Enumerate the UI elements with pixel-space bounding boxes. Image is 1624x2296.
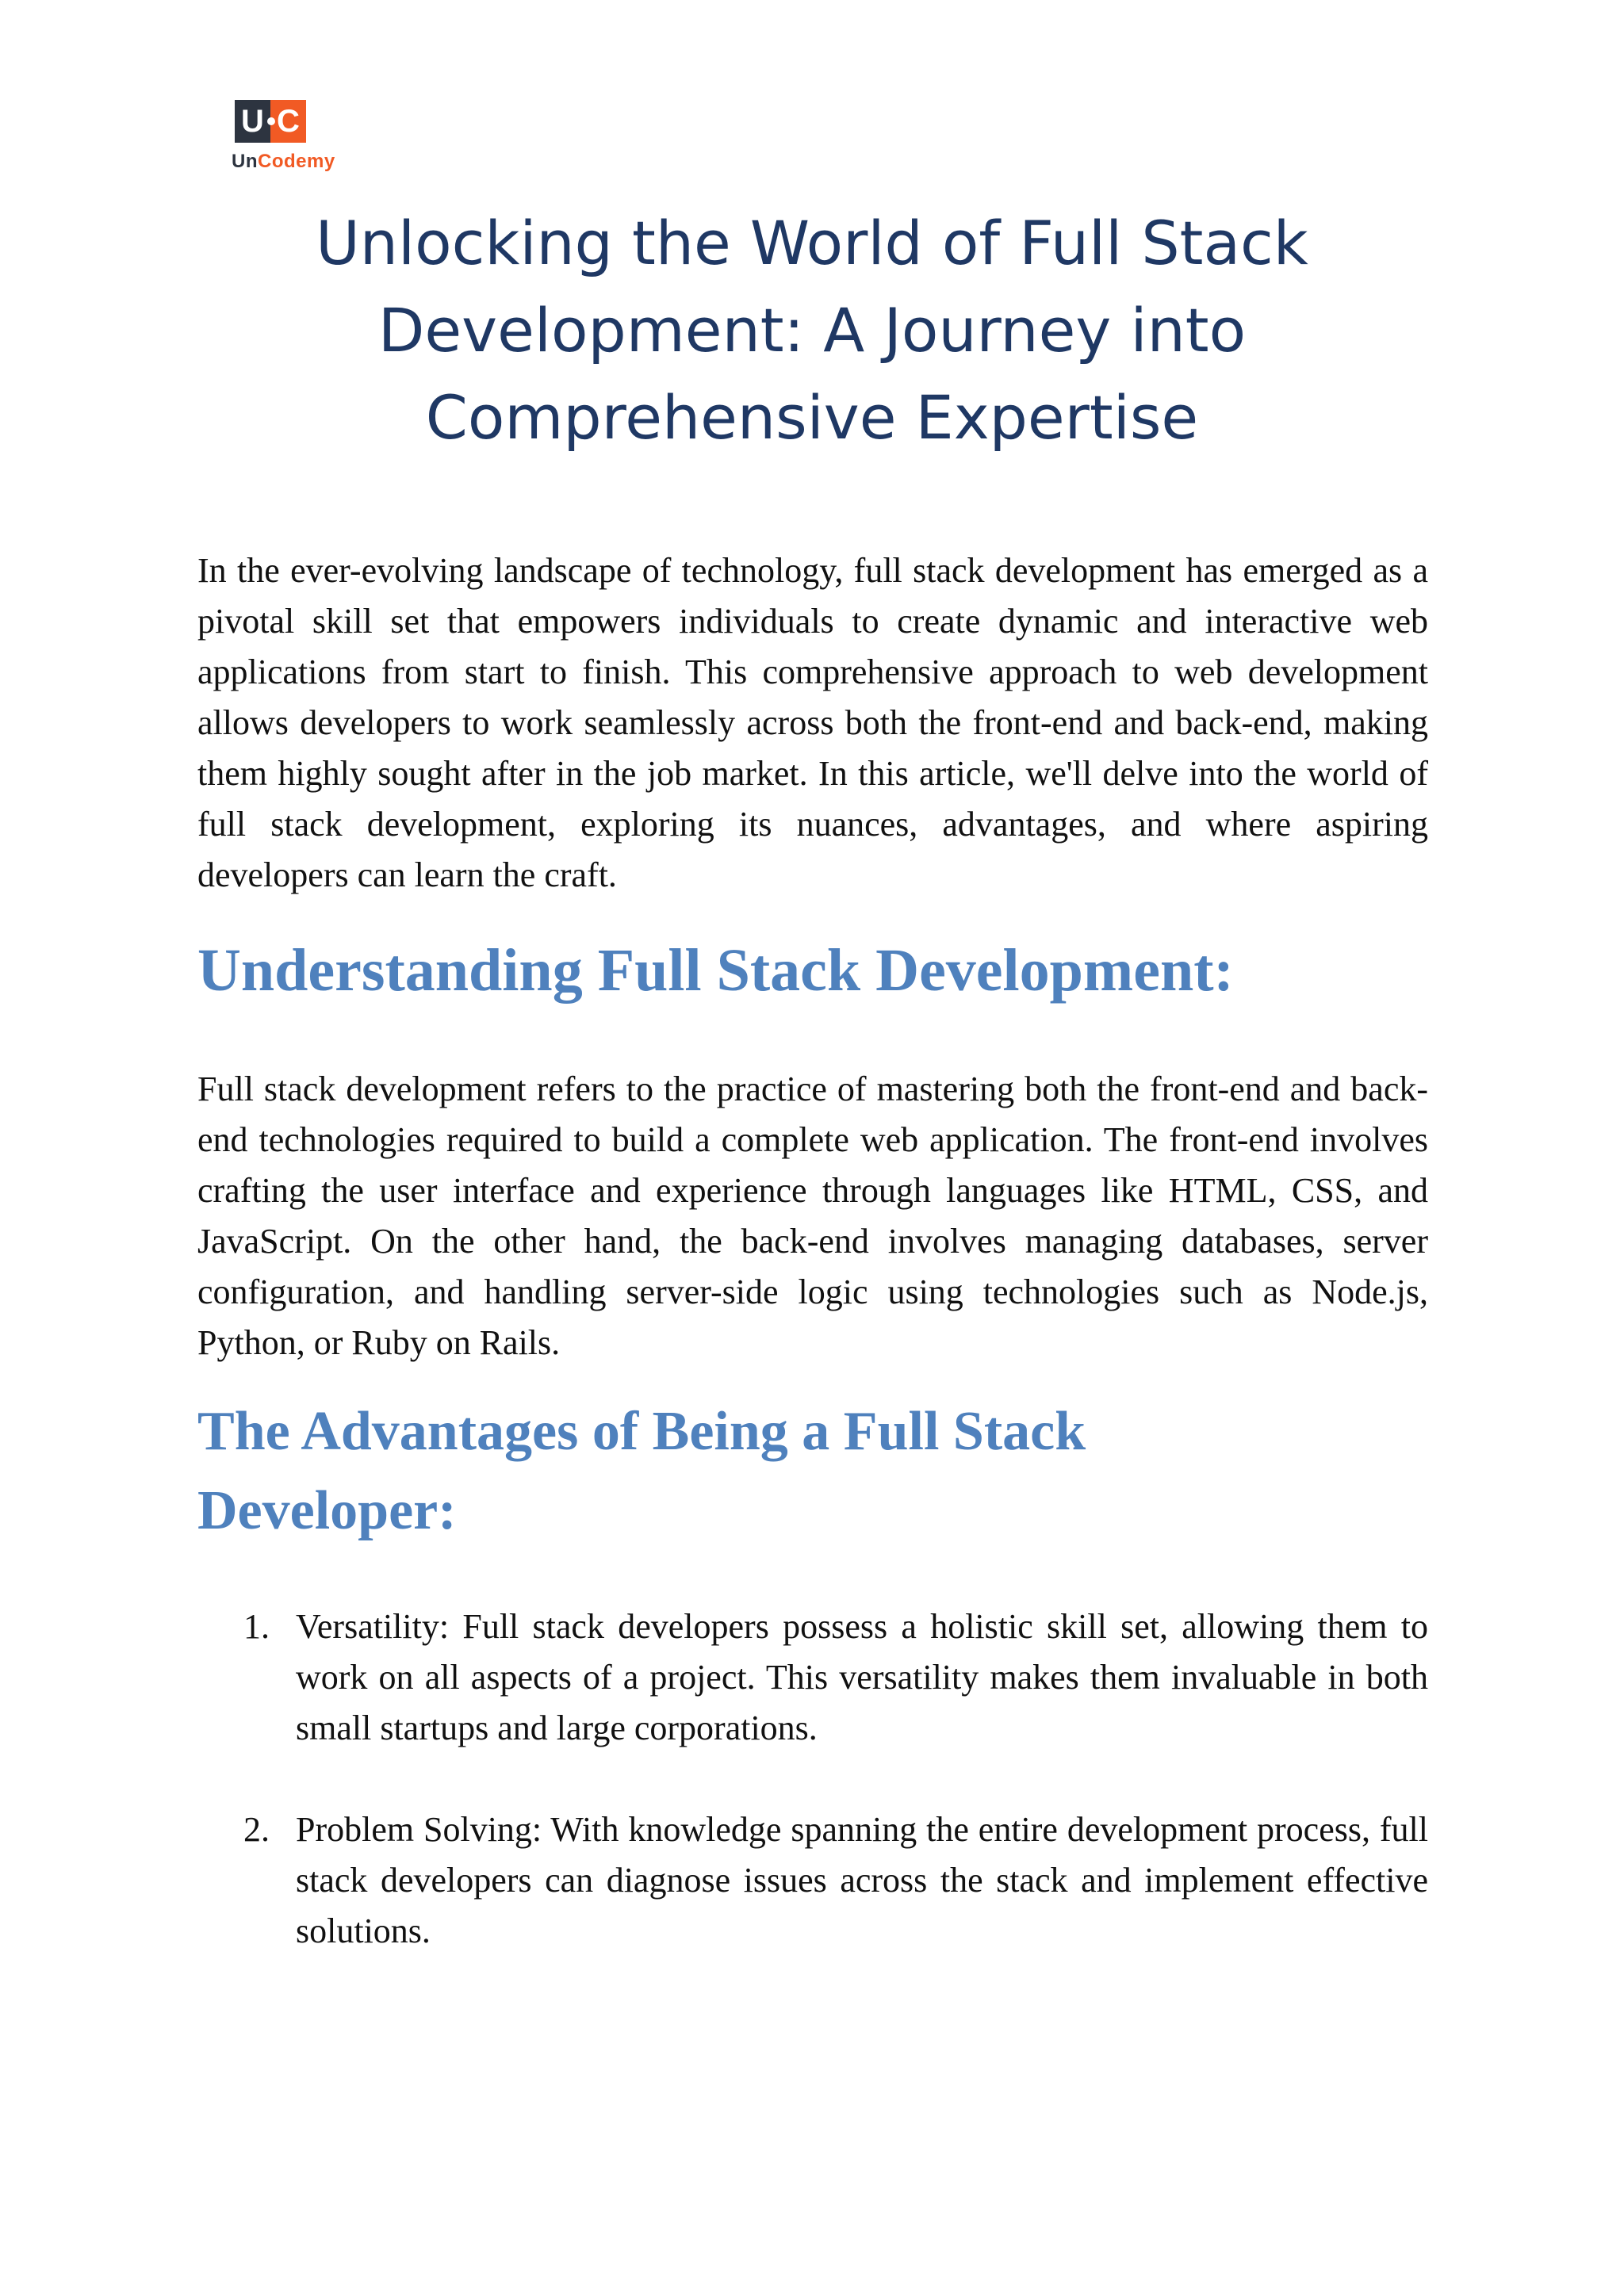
list-item-text: Versatility: Full stack developers possess a holistic skill set, allowing them to work on all aspects of a project. This versatility makes them invaluable in both small startups and large corporations. — [296, 1607, 1428, 1747]
logo-dot — [267, 117, 275, 125]
logo-wordmark-part2: Codemy — [258, 151, 335, 172]
list-item-number: 1. — [243, 1607, 270, 1646]
logo-mark-c-letter: C — [277, 104, 300, 139]
list-item-number: 2. — [243, 1810, 270, 1849]
uncodemy-logo — [232, 100, 335, 173]
advantages-list — [197, 1601, 1428, 2007]
logo-mark-u-letter: U — [241, 104, 264, 139]
document-title: Unlocking the World of Full Stack Development: A Journey into Comprehensive Expertise — [316, 208, 1308, 453]
section-heading-understanding: Understanding Full Stack Development: — [197, 937, 1234, 1004]
understanding-paragraph: Full stack development refers to the practice of mastering both the front-end and back-end technologies required to build a complete web application. The front-end involves crafting the user interface and experience through languages like HTML, CSS, and JavaScript. On the other hand, the back-end involves managing databases, server configuration, and handling server-side logic using technologies such as Node.js, Python, or Ruby on Rails. — [197, 1070, 1428, 1362]
list-item — [197, 1804, 1428, 1957]
intro-paragraph: In the ever-evolving landscape of technology, full stack development has emerged as a pivotal skill set that empowers individuals to create dynamic and interactive web applications from start to finish. This comprehensive approach to web development allows developers to work seamlessly across both the front-end and back-end, making them highly sought after in the job market. In this article, we'll delve into the world of full stack development, exploring its nuances, advantages, and where aspiring developers can learn the craft. — [197, 551, 1428, 894]
logo-wordmark-part1: Un — [232, 151, 258, 172]
logo-mark-c — [270, 100, 306, 143]
logo-mark — [235, 100, 306, 143]
logo-mark-u — [235, 100, 270, 143]
logo-wordmark — [232, 151, 335, 173]
list-item-text: Problem Solving: With knowledge spanning the entire development process, full stack developers can diagnose issues across the stack and implement effective solutions. — [296, 1810, 1428, 1950]
list-item — [197, 1601, 1428, 1754]
section-heading-advantages: The Advantages of Being a Full Stack Developer: — [197, 1401, 1086, 1541]
